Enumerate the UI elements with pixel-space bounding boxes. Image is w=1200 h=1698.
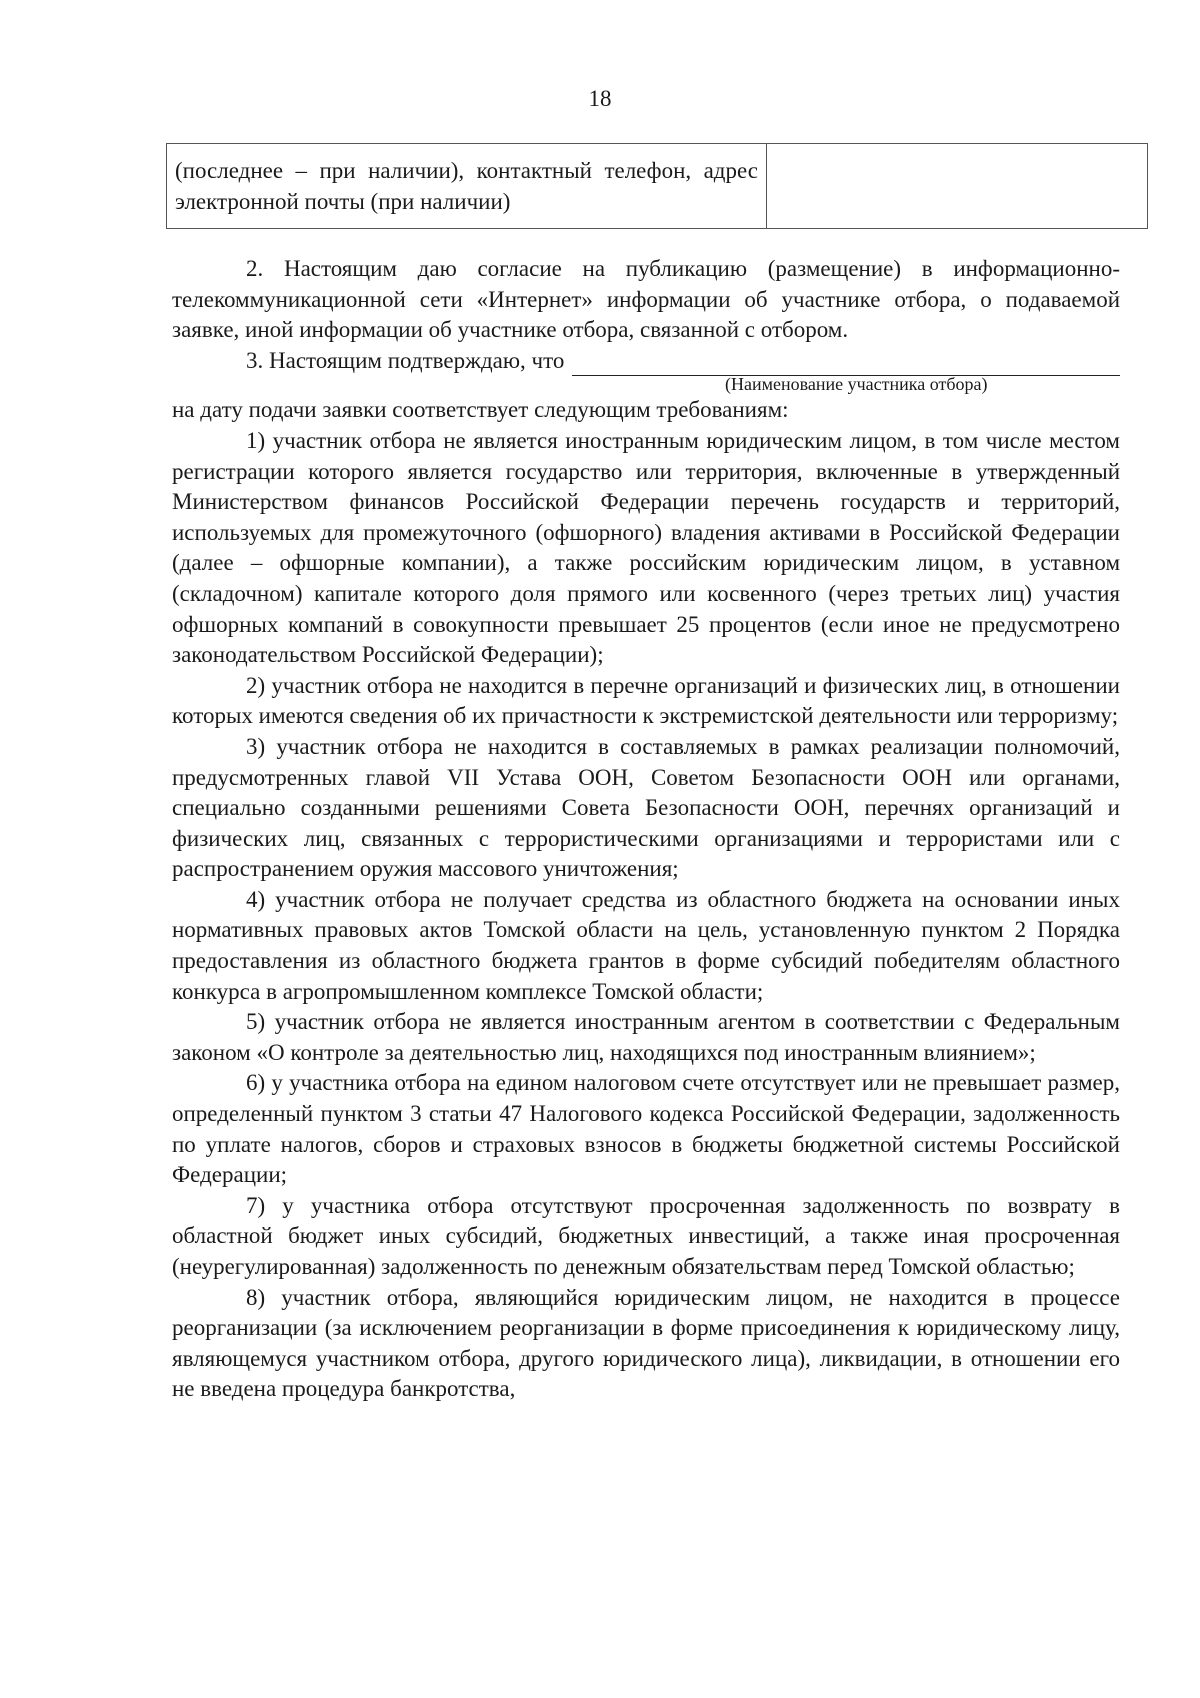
- requirement-item-1: 1) участник отбора не является иностранным юридическим лицом, в том числе местом регистрации которого является государство или территория, включенные в утвержденный Министерством финансов Российской Федерации перечень государств и территорий, используемых для промежуточного (офшорного) владения активами в Российской Федерации (далее – офшорные компании), а также российским юридическим лицом, в уставном (складочном) капитале которого доля прямого или косвенного (через третьих лиц) участия офшорных компаний в совокупности превышает 25 процентов (если иное не предусмотрено законодательством Российской Федерации);: [172, 427, 1120, 668]
- requirement-item-4: 4) участник отбора не получает средства из областного бюджета на основании иных нормативных правовых актов Томской области на цель, установленную пунктом 2 Порядка предоставления из областного бюджета грантов в форме субсидий победителям областного конкурса в агропромышленном комплексе Томской области;: [172, 886, 1120, 1004]
- requirement-item-2: 2) участник отбора не находится в перечне организаций и физических лиц, в отношении которых имеются сведения об их причастности к экстремистской деятельности или терроризму;: [172, 672, 1120, 729]
- requirement-item-6: 6) у участника отбора на едином налоговом счете отсутствует или не превышает размер, определенный пунктом 3 статьи 47 Налогового кодекса Российской Федерации, задолженность по уплате налогов, сборов и страховых взносов в бюджеты бюджетной системы Российской Федерации;: [172, 1070, 1120, 1188]
- paragraph-requirements-intro: на дату подачи заявки соответствует следующим требованиям:: [172, 397, 789, 423]
- contact-info-table: [166, 143, 1148, 229]
- document-body: [172, 254, 1120, 1405]
- participant-name-blank: [572, 349, 1120, 376]
- confirmation-line: [172, 346, 1120, 377]
- table-row: [167, 144, 1148, 229]
- requirement-item-3: 3) участник отбора не находится в составляемых в рамках реализации полномочий, предусмотренных главой VII Устава ООН, Советом Безопасности ООН или органами, специально созданными решениями Совета Безопасности ООН, перечнях организаций и физических лиц, связанных с террористическими организациями и террористами или с распространением оружия массового уничтожения;: [172, 733, 1120, 882]
- confirmation-lead: 3. Настоящим подтверждаю, что: [246, 347, 565, 373]
- requirement-item-8: 8) участник отбора, являющийся юридическим лицом, не находится в процессе реорганизации (за исключением реорганизации в форме присоединения к юридическому лицу, являющемуся участником отбора, другого юридического лица), ликвидации, в отношении его не введена процедура банкротства,: [172, 1284, 1120, 1402]
- table-cell-label: (последнее – при наличии), контактный телефон, адрес электронной почты (при наличии): [167, 144, 767, 229]
- requirement-item-7: 7) у участника отбора отсутствуют просроченная задолженность по возврату в областной бюджет иных субсидий, бюджетных инвестиций, а также иная просроченная (неурегулированная) задолженность по денежным обязательствам перед Томской областью;: [172, 1192, 1120, 1279]
- requirement-item-5: 5) участник отбора не является иностранным агентом в соответствии с Федеральным законом «О контроле за деятельностью лиц, находящихся под иностранным влиянием»;: [172, 1009, 1120, 1065]
- paragraph-consent: 2. Настоящим даю согласие на публикацию (размещение) в информационно-телекоммуникационной сети «Интернет» информации об участнике отбора, о подаваемой заявке, иной информации об участнике отбора, связанной с отбором.: [172, 256, 1120, 343]
- participant-name-caption: (Наименование участника отбора): [725, 374, 988, 395]
- page-number: 18: [588, 86, 612, 111]
- table-cell-value: [767, 144, 1148, 229]
